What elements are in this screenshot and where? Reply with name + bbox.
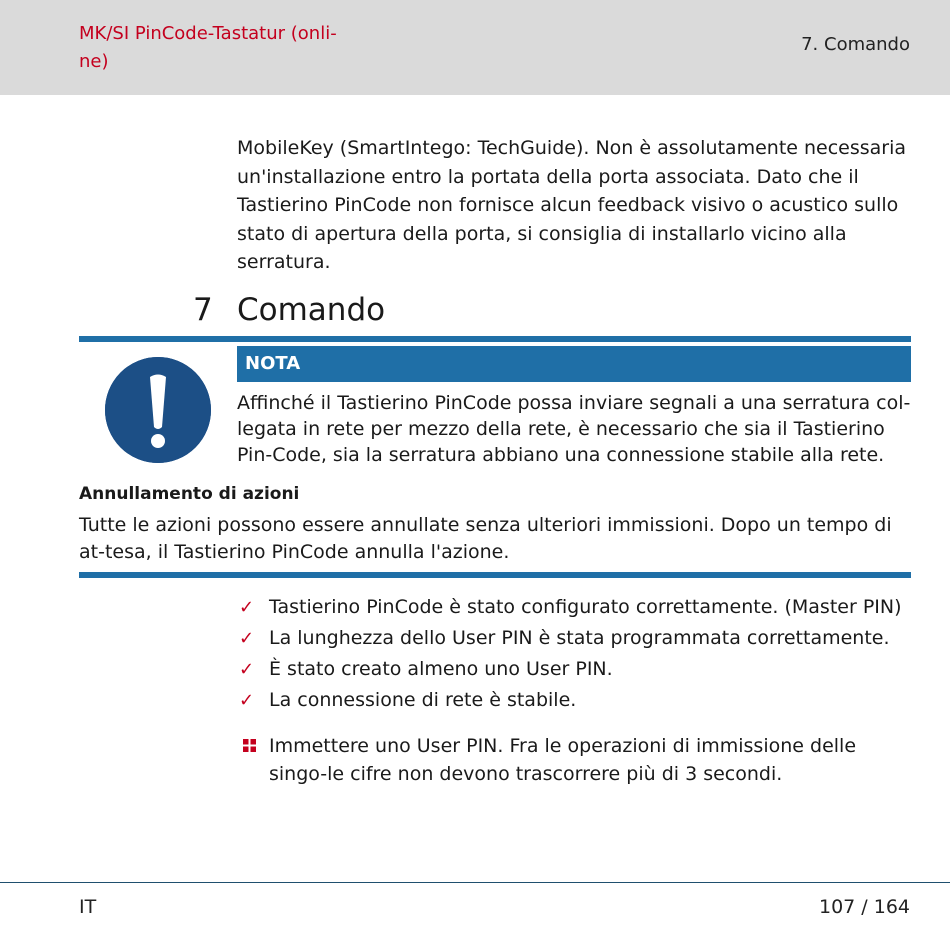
intro-paragraph: MobileKey (SmartIntego: TechGuide). Non è assolutamente necessaria un'installazione entro la portata della porta associata. Dato che il Tastierino PinCode non fornisce alcun feedback visivo o acustico sullo stato di apertura della porta, si consiglia di installarlo vicino alla serratura. [237, 137, 907, 273]
check-icon: ✓ [239, 597, 255, 618]
list-item [237, 654, 927, 685]
list-item [237, 592, 927, 623]
action-step [237, 732, 917, 788]
heading-number: 7 [193, 292, 213, 328]
footer-language: IT [79, 896, 97, 918]
footer-rule [0, 882, 950, 883]
section-bottom-rule [79, 572, 911, 578]
section-heading [0, 288, 950, 332]
list-item [237, 685, 927, 716]
list-item-text: La lunghezza dello User PIN è stata programmata correttamente. [269, 627, 890, 649]
page-number: 107 / 164 [818, 896, 910, 918]
list-item-text: È stato creato almeno uno User PIN. [269, 658, 613, 680]
note-label: NOTA [245, 353, 301, 374]
list-item-text: Tastierino PinCode è stato configurato correttamente. (Master PIN) [269, 596, 902, 618]
note-top-rule [79, 336, 911, 342]
subsection-title: Annullamento di azioni [79, 484, 300, 504]
subsection-text: Tutte le azioni possono essere annullate senza ulteriori immissioni. Dopo un tempo di at-tesa, il Tastierino PinCode annulla l'azione. [79, 514, 892, 563]
prerequisites-list [237, 592, 927, 716]
action-text: Immettere uno User PIN. Fra le operazioni di immissione delle singo-le cifre non devono trascorrere più di 3 secondi. [269, 735, 857, 785]
document-title-line-1: MK/SI PinCode-Tastatur (onli- [79, 23, 337, 44]
check-icon: ✓ [239, 628, 255, 649]
exclamation-icon [103, 355, 213, 465]
step-icon [243, 739, 256, 752]
chapter-label: 7. Comando [801, 34, 910, 55]
heading-title: Comando [237, 292, 386, 328]
note-banner [237, 346, 911, 382]
note-text: Affinché il Tastierino PinCode possa inviare segnali a una serratura col-legata in rete per mezzo della rete, è necessario che sia il Tastierino Pin-Code, sia la serratura abbiano una connessione stabile alla rete. [237, 392, 911, 466]
list-item-text: La connessione di rete è stabile. [269, 689, 577, 711]
check-icon: ✓ [239, 690, 255, 711]
page-header [0, 0, 950, 95]
document-title [79, 20, 409, 76]
list-item [237, 623, 927, 654]
document-title-line-2: ne) [79, 51, 109, 72]
check-icon: ✓ [239, 659, 255, 680]
